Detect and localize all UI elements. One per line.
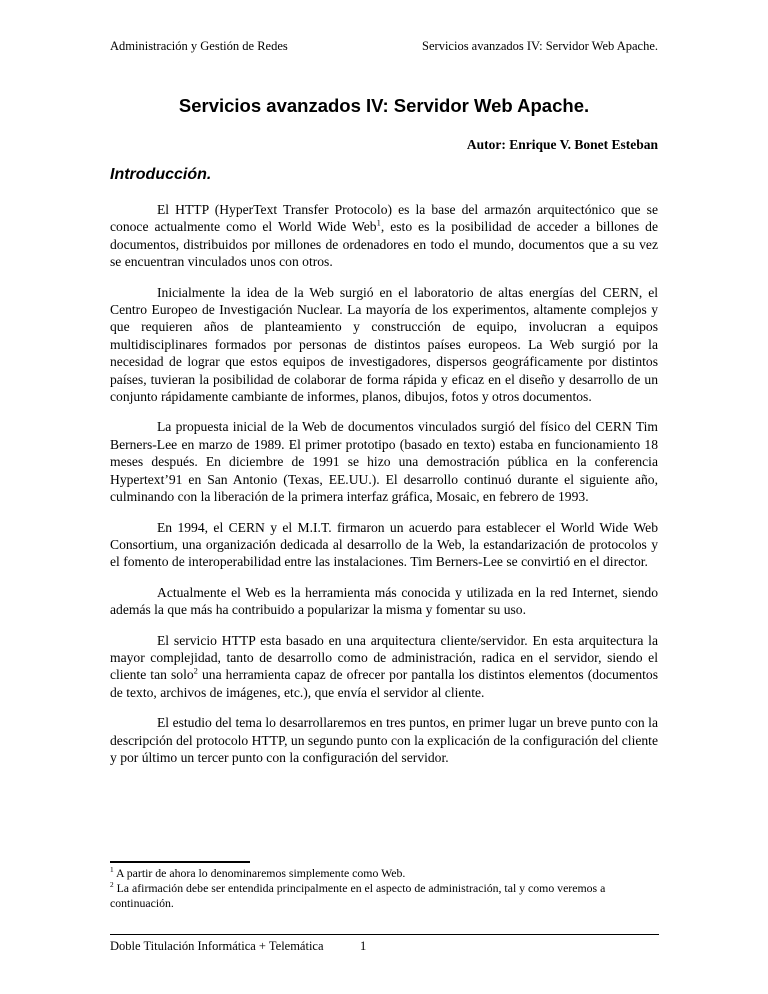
author-line: Autor: Enrique V. Bonet Esteban <box>466 137 658 152</box>
paragraph: Actualmente el Web es la herramienta más conocida y utilizada en la red Internet, siendo además la que más ha contribuido a popularizar la misma y fomentar su uso. <box>110 584 658 618</box>
header-doc-title: Servicios avanzados IV: Servidor Web Apache. <box>422 39 658 53</box>
footnote-ref: 2 <box>193 665 198 676</box>
footer-degree-label: Doble Titulación Informática + Telemática <box>110 939 324 953</box>
page-number: 1 <box>360 939 367 953</box>
footnote-marker: 2 <box>110 879 114 889</box>
paragraph: El HTTP (HyperText Transfer Protocolo) es la base del armazón arquitectónico que se conoce actualmente como el World Wide Web$^1$, esto es la posibilidad de acceder a billones de documentos, distribuidos por millones de ordenadores en todo el mundo, documentos que a su vez se encuentran vinculados unos con otros. <box>110 202 658 270</box>
paragraph: La propuesta inicial de la Web de documentos vinculados surgió del físico del CERN Tim Berners-Lee en marzo de 1989. El primer prototipo (basado en texto) estaba en funcionamiento 18 meses después. En diciembre de 1991 se hizo una demostración pública en la conferencia Hypertext’91 en San Antonio (Texas, EE.UU.). El desarrollo continuó durante el siguiente año, culminando con la liberación de la primera interfaz gráfica, Mosaic, en febrero de 1993. <box>110 419 658 505</box>
footnote-separator <box>110 861 250 863</box>
page-header <box>110 39 658 54</box>
paragraph: El estudio del tema lo desarrollaremos en tres puntos, en primer lugar un breve punto con la descripción del protocolo HTTP, un segundo punto con la explicación de la configuración del cliente y por último un tercer punto con la configuración del servidor. <box>110 715 658 765</box>
footer-separator <box>110 934 659 935</box>
header-course-title: Administración y Gestión de Redes <box>110 39 288 53</box>
paragraph: El servicio HTTP esta basado en una arquitectura cliente/servidor. En esta arquitectura la mayor complejidad, tanto de desarrollo como de administración, radica en el servidor, siendo el cliente tan solo$^2$ una herramienta capaz de ofrecer por pantalla los distintos elementos (documentos de texto, archivos de imágenes, etc.), que envía el servidor al cliente. <box>110 632 659 700</box>
footnote: $^1$ A partir de ahora lo denominaremos simplemente como Web. <box>110 865 406 880</box>
paragraph: En 1994, el CERN y el M.I.T. firmaron un acuerdo para establecer el World Wide Web Consortium, una organización dedicada al desarrollo de la Web, la estandarización de protocolos y el fomento de interoperabilidad entre las instalaciones. Tim Berners-Lee se convirtió en el director. <box>110 519 658 570</box>
page-footer <box>110 939 658 954</box>
body-paragraphs <box>110 201 658 779</box>
document-title: Servicios avanzados IV: Servidor Web Apache. <box>178 95 590 116</box>
section-heading-introduccion: Introducción. <box>110 166 212 183</box>
footnotes <box>110 866 658 910</box>
paragraph: Inicialmente la idea de la Web surgió en el laboratorio de altas energías del CERN, el Centro Europeo de Investigación Nuclear. La mayoría de los experimentos, altamente complejos y que requieren años de planteamiento y construcción de equipo, involucran a equipos multidisciplinares formados por personas de distintos países europeos. La Web surgió por la necesidad de lograr que estos equipos de investigadores, dispersos geográficamente por distintos países, tuvieran la posibilidad de colaborar de forma rápida y eficaz en el diseño y desarrollo de un conjunto rápidamente cambiante de informes, planos, dibujos, fotos y otros documentos. <box>110 284 658 405</box>
footnote: $^2$ La afirmación debe ser entendida principalmente en el aspecto de administración, tal y como veremos a continuación. <box>110 879 606 910</box>
footnote-ref: 1 <box>376 217 381 228</box>
footnote-marker: 1 <box>110 865 114 875</box>
